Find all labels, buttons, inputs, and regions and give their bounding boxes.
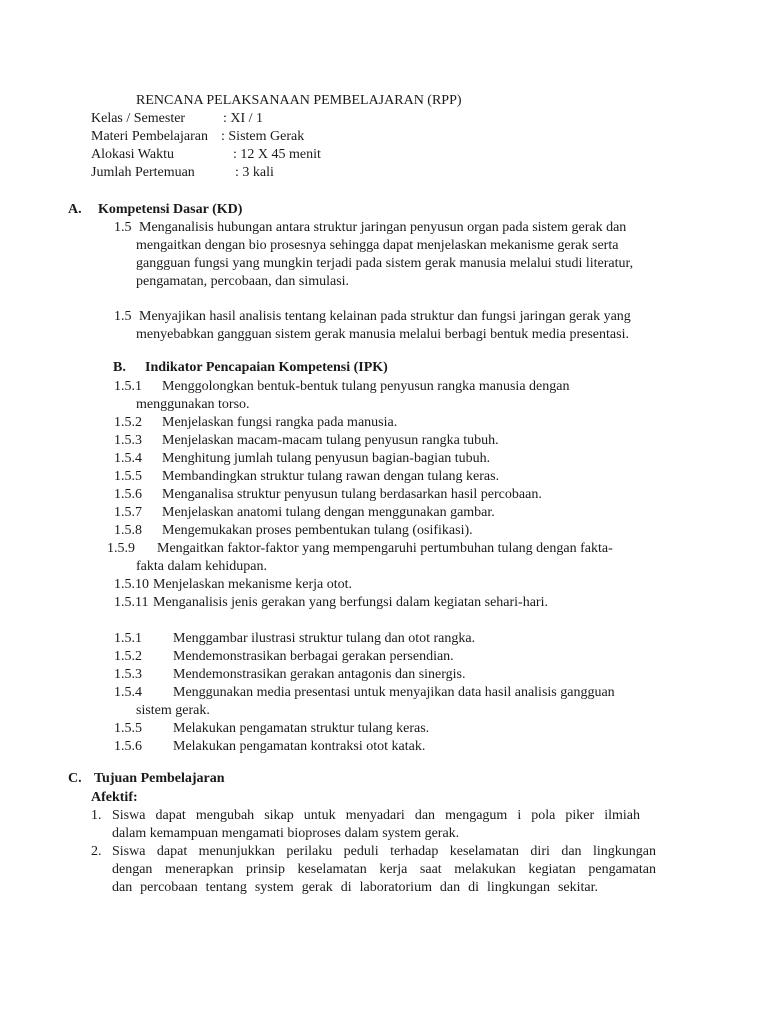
ipk-number: 1.5.2 [114,415,142,430]
ipk-text: Mendemonstrasikan gerakan antagonis dan sinergis. [173,667,466,682]
ipk-number: 1.5.5 [114,469,142,484]
info-label-materi: Materi Pembelajaran [91,129,209,144]
tujuan-item-2-line: dan percobaan tentang system gerak di laboratorium dan di lingkungan sekitar. [112,880,598,895]
kd-item-1-line: Menganalisis hubungan antara struktur jaringan penyusun organ pada sistem gerak dan [139,220,627,235]
ipk-number: 1.5.11 [114,595,149,610]
section-a-heading [68,201,242,219]
ipk-text: Melakukan pengamatan kontraksi otot katak. [173,739,426,754]
section-c-title: Tujuan Pembelajaran [94,771,225,786]
ipk-number: 1.5.3 [114,433,142,448]
ipk-text: Menghitung jumlah tulang penyusun bagian-bagian tubuh. [162,451,491,466]
info-value-kelas: : XI / 1 [223,111,264,126]
ipk-number: 1.5.5 [114,721,142,736]
info-value-pertemuan: : 3 kali [235,165,274,180]
ipk-text: Menjelaskan fungsi rangka pada manusia. [162,415,398,430]
section-a-title: Kompetensi Dasar (KD) [98,202,243,217]
section-b-title: Indikator Pencapaian Kompetensi (IPK) [145,360,388,375]
ipk-text: Menggunakan media presentasi untuk menyajikan data hasil analisis gangguan [173,685,615,700]
ipk-number: 1.5.6 [114,739,142,754]
info-value-alokasi: : 12 X 45 menit [233,147,321,162]
ipk-number: 1.5.2 [114,649,142,664]
kd-item-1-line: pengamatan, percobaan, dan simulasi. [136,274,350,289]
ipk-number: 1.5.1 [114,379,142,394]
info-label-alokasi: Alokasi Waktu [91,147,174,162]
info-value-materi: : Sistem Gerak [221,129,305,144]
ipk-text: Menjelaskan anatomi tulang dengan menggunakan gambar. [162,505,495,520]
ipk-number: 1.5.4 [114,685,142,700]
tujuan-item-2-line: Siswa dapat menunjukkan perilaku peduli terhadap keselamatan diri dan lingkungan [112,844,656,859]
tujuan-item-1-line: dalam kemampuan mengamati bioproses dalam system gerak. [112,826,460,841]
section-a-number: A. [68,202,82,217]
section-c-heading [68,770,225,788]
ipk-text-continued: sistem gerak. [136,703,210,718]
ipk-text: Mengaitkan faktor-faktor yang mempengaruhi pertumbuhan tulang dengan fakta- [157,541,613,556]
ipk-number: 1.5.3 [114,667,142,682]
info-label-pertemuan: Jumlah Pertemuan [91,165,195,180]
ipk-text: Mendemonstrasikan berbagai gerakan persendian. [173,649,454,664]
kd-item-2-line: Menyajikan hasil analisis tentang kelainan pada struktur dan fungsi jaringan gerak yang [139,309,631,324]
ipk-number: 1.5.8 [114,523,142,538]
ipk-text: Menggambar ilustrasi struktur tulang dan otot rangka. [173,631,476,646]
ipk-text: Melakukan pengamatan struktur tulang keras. [173,721,430,736]
ipk-text: Menjelaskan macam-macam tulang penyusun rangka tubuh. [162,433,499,448]
ipk-text-continued: fakta dalam kehidupan. [136,559,268,574]
ipk-text: Membandingkan struktur tulang rawan dengan tulang keras. [162,469,500,484]
ipk-number: 1.5.4 [114,451,142,466]
section-b-heading [113,359,388,377]
ipk-text-continued: menggunakan torso. [136,397,250,412]
tujuan-item-2-line: dengan menerapkan prinsip keselamatan kerja saat melakukan kegiatan pengamatan [112,862,656,877]
kd-item-1-line: mengaitkan dengan bio prosesnya sehingga dapat menjelaskan mekanisme gerak serta [136,238,619,253]
kd-item-2-number: 1.5 [114,309,132,324]
ipk-text: Menganalisa struktur penyusun tulang berdasarkan hasil percobaan. [162,487,542,502]
ipk-number: 1.5.9 [107,541,135,556]
ipk-text: Menjelaskan mekanisme kerja otot. [153,577,353,592]
tujuan-item-2-number: 2. [91,844,102,859]
tujuan-item-1-number: 1. [91,808,102,823]
ipk-number: 1.5.7 [114,505,142,520]
kd-item-2-line: menyebabkan gangguan sistem gerak manusia melalui berbagi bentuk media presentasi. [136,327,629,342]
section-b-number: B. [113,360,126,375]
document-title: RENCANA PELAKSANAAN PEMBELAJARAN (RPP) [136,93,462,108]
kd-item-1-number: 1.5 [114,220,132,235]
ipk-number: 1.5.6 [114,487,142,502]
ipk-number: 1.5.1 [114,631,142,646]
ipk-text: Menganalisis jenis gerakan yang berfungsi dalam kegiatan sehari-hari. [153,595,548,610]
tujuan-item-1-line: Siswa dapat mengubah sikap untuk menyadari dan mengagum i pola piker ilmiah [112,808,640,823]
ipk-text: Menggolongkan bentuk-bentuk tulang penyusun rangka manusia dengan [162,379,570,394]
ipk-number: 1.5.10 [114,577,149,592]
afektif-subheading: Afektif: [91,790,138,805]
info-label-kelas: Kelas / Semester [91,111,186,126]
section-c-number: C. [68,771,82,786]
kd-item-1-line: gangguan fungsi yang mungkin terjadi pada sistem gerak manusia melalui studi literatur, [136,256,634,271]
ipk-text: Mengemukakan proses pembentukan tulang (osifikasi). [162,523,473,538]
